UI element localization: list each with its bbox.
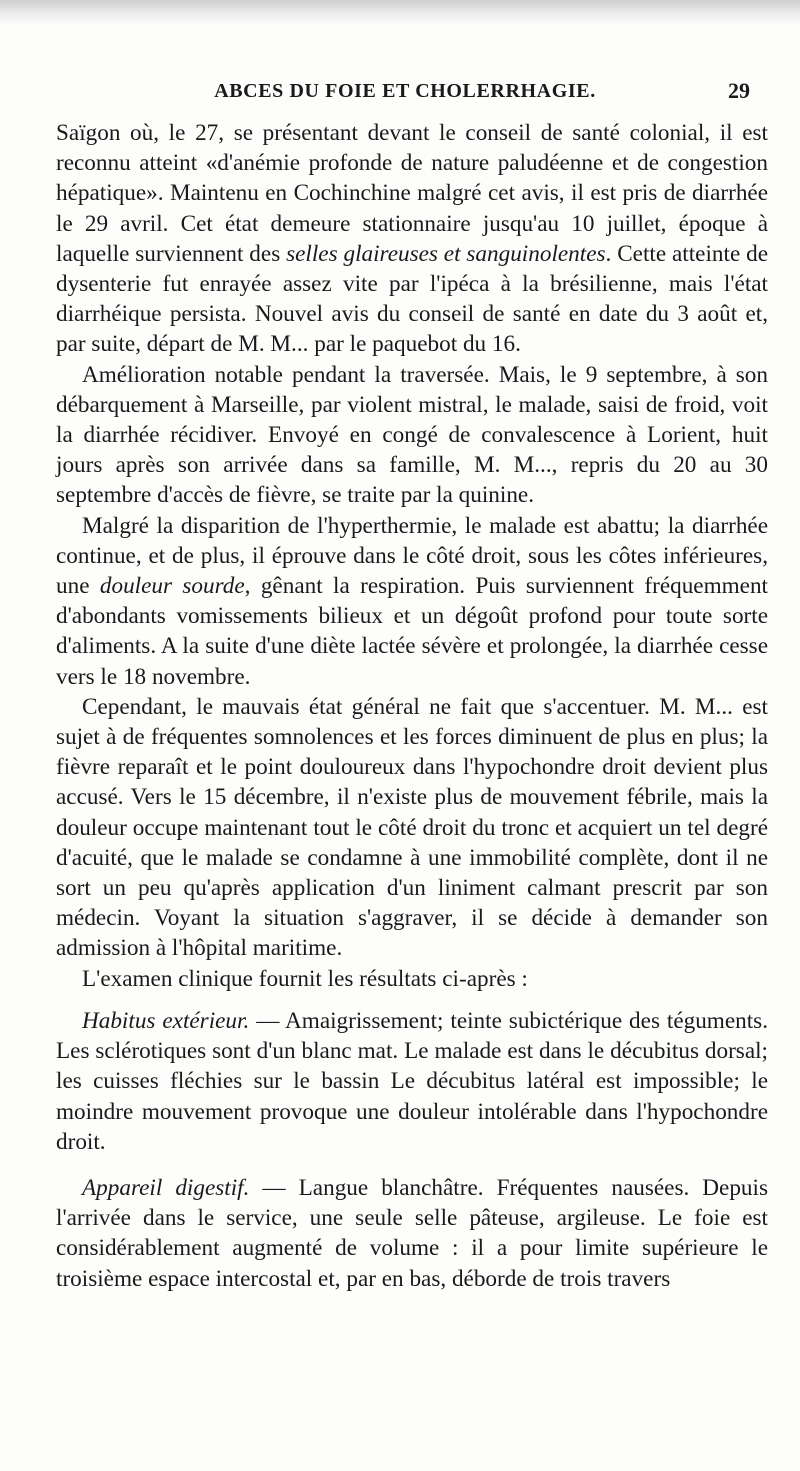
text-run: — Amaigrissement; teinte subictérique des téguments. Les sclérotiques sont d'un blanc mat. Le malade est dans le décubitus dorsal; les cuisses fléchies sur le bassin Le décubitus latéral est impossible; le moindre mouvement provoque une douleur intolérable dans l'hypochondre droit. (56, 1007, 768, 1155)
italic-run: selles glaireuses et sanguinolentes (286, 240, 606, 267)
page-number: 29 (728, 78, 750, 103)
section-paragraph (56, 1173, 768, 1294)
section-paragraph (56, 1006, 768, 1157)
section-heading: Habitus extérieur. (82, 1007, 250, 1034)
body-text (56, 118, 768, 1294)
text-run: Malgré la disparition de l'hyperthermie, le malade est abattu; la diarrhée continue, et de plus, il éprouve dans le côté droit, sous les côtes inférieures, une (56, 512, 768, 600)
text-run: Amélioration notable pendant la traversée. Mais, le 9 septembre, à son débarquement à Marseille, par violent mistral, le malade, saisi de froid, voit la diarrhée récidiver. Envoyé en congé de convalescence à Lorient, huit jours après son arrivée dans sa famille, M. M..., repris du 20 au 30 septembre d'accès de fièvre, se traite par la quinine. (56, 361, 768, 509)
paragraph (56, 692, 768, 964)
paragraph (56, 511, 768, 692)
scan-edge-shadow (0, 0, 800, 26)
italic-run: douleur sourde (99, 573, 245, 600)
page-header (60, 78, 750, 112)
text-run: , gênant la respiration. Puis surviennent fréquemment d'abondants vomissements bilieux et un dégoût profond pour toute sorte d'aliments. A la suite d'une diète lactée sévère et prolongée, la diarrhée cesse vers le 18 novembre. (56, 573, 768, 690)
paragraph (56, 360, 768, 511)
text-run: L'examen clinique fournit les résultats ci-après : (82, 965, 528, 992)
section-heading: Appareil digestif. (82, 1174, 250, 1201)
text-run: — Langue blanchâtre. Fréquentes nausées. Depuis l'arrivée dans le service, une seule selle pâteuse, argileuse. Le foie est considérablement augmenté de volume : il a pour limite supérieure le troisième espace intercostal et, par en bas, déborde de trois travers (56, 1174, 768, 1292)
paragraph (56, 964, 768, 994)
text-run: Saïgon où, le 27, se présentant devant le conseil de santé colonial, il est reconnu atteint «d'anémie profonde de nature paludéenne et de congestion hépatique». Maintenu en Cochinchine malgré cet avis, il est pris de diarrhée le 29 avril. Cet état demeure stationnaire jusqu'au 10 juillet, époque à laquelle surviennent des (56, 120, 768, 267)
running-title: ABCES DU FOIE ET CHOLERRHAGIE. (214, 80, 596, 102)
paragraph (56, 118, 768, 360)
text-run: Cependant, le mauvais état général ne fait que s'accentuer. M. M... est sujet à de fréquentes somnolences et les forces diminuent de plus en plus; la fièvre reparaît et le point douloureux dans l'hypochondre droit devient plus accusé. Vers le 15 décembre, il n'existe plus de mouvement fébrile, mais la douleur occupe maintenant tout le côté droit du tronc et acquiert un tel degré d'acuité, que le malade se condamne à une immobilité complète, dont il ne sort un peu qu'après application d'un liniment calmant prescrit par son médecin. Voyant la situation s'aggraver, il se décide à demander son admission à l'hôpital maritime. (56, 693, 768, 962)
text-run: . Cette atteinte de dysenterie fut enrayée assez vite par l'ipéca à la brésilienne, mais l'état diarrhéique persista. Nouvel avis du conseil de santé en date du 3 août et, par suite, départ de M. M... par le paquebot du 16. (56, 240, 768, 358)
